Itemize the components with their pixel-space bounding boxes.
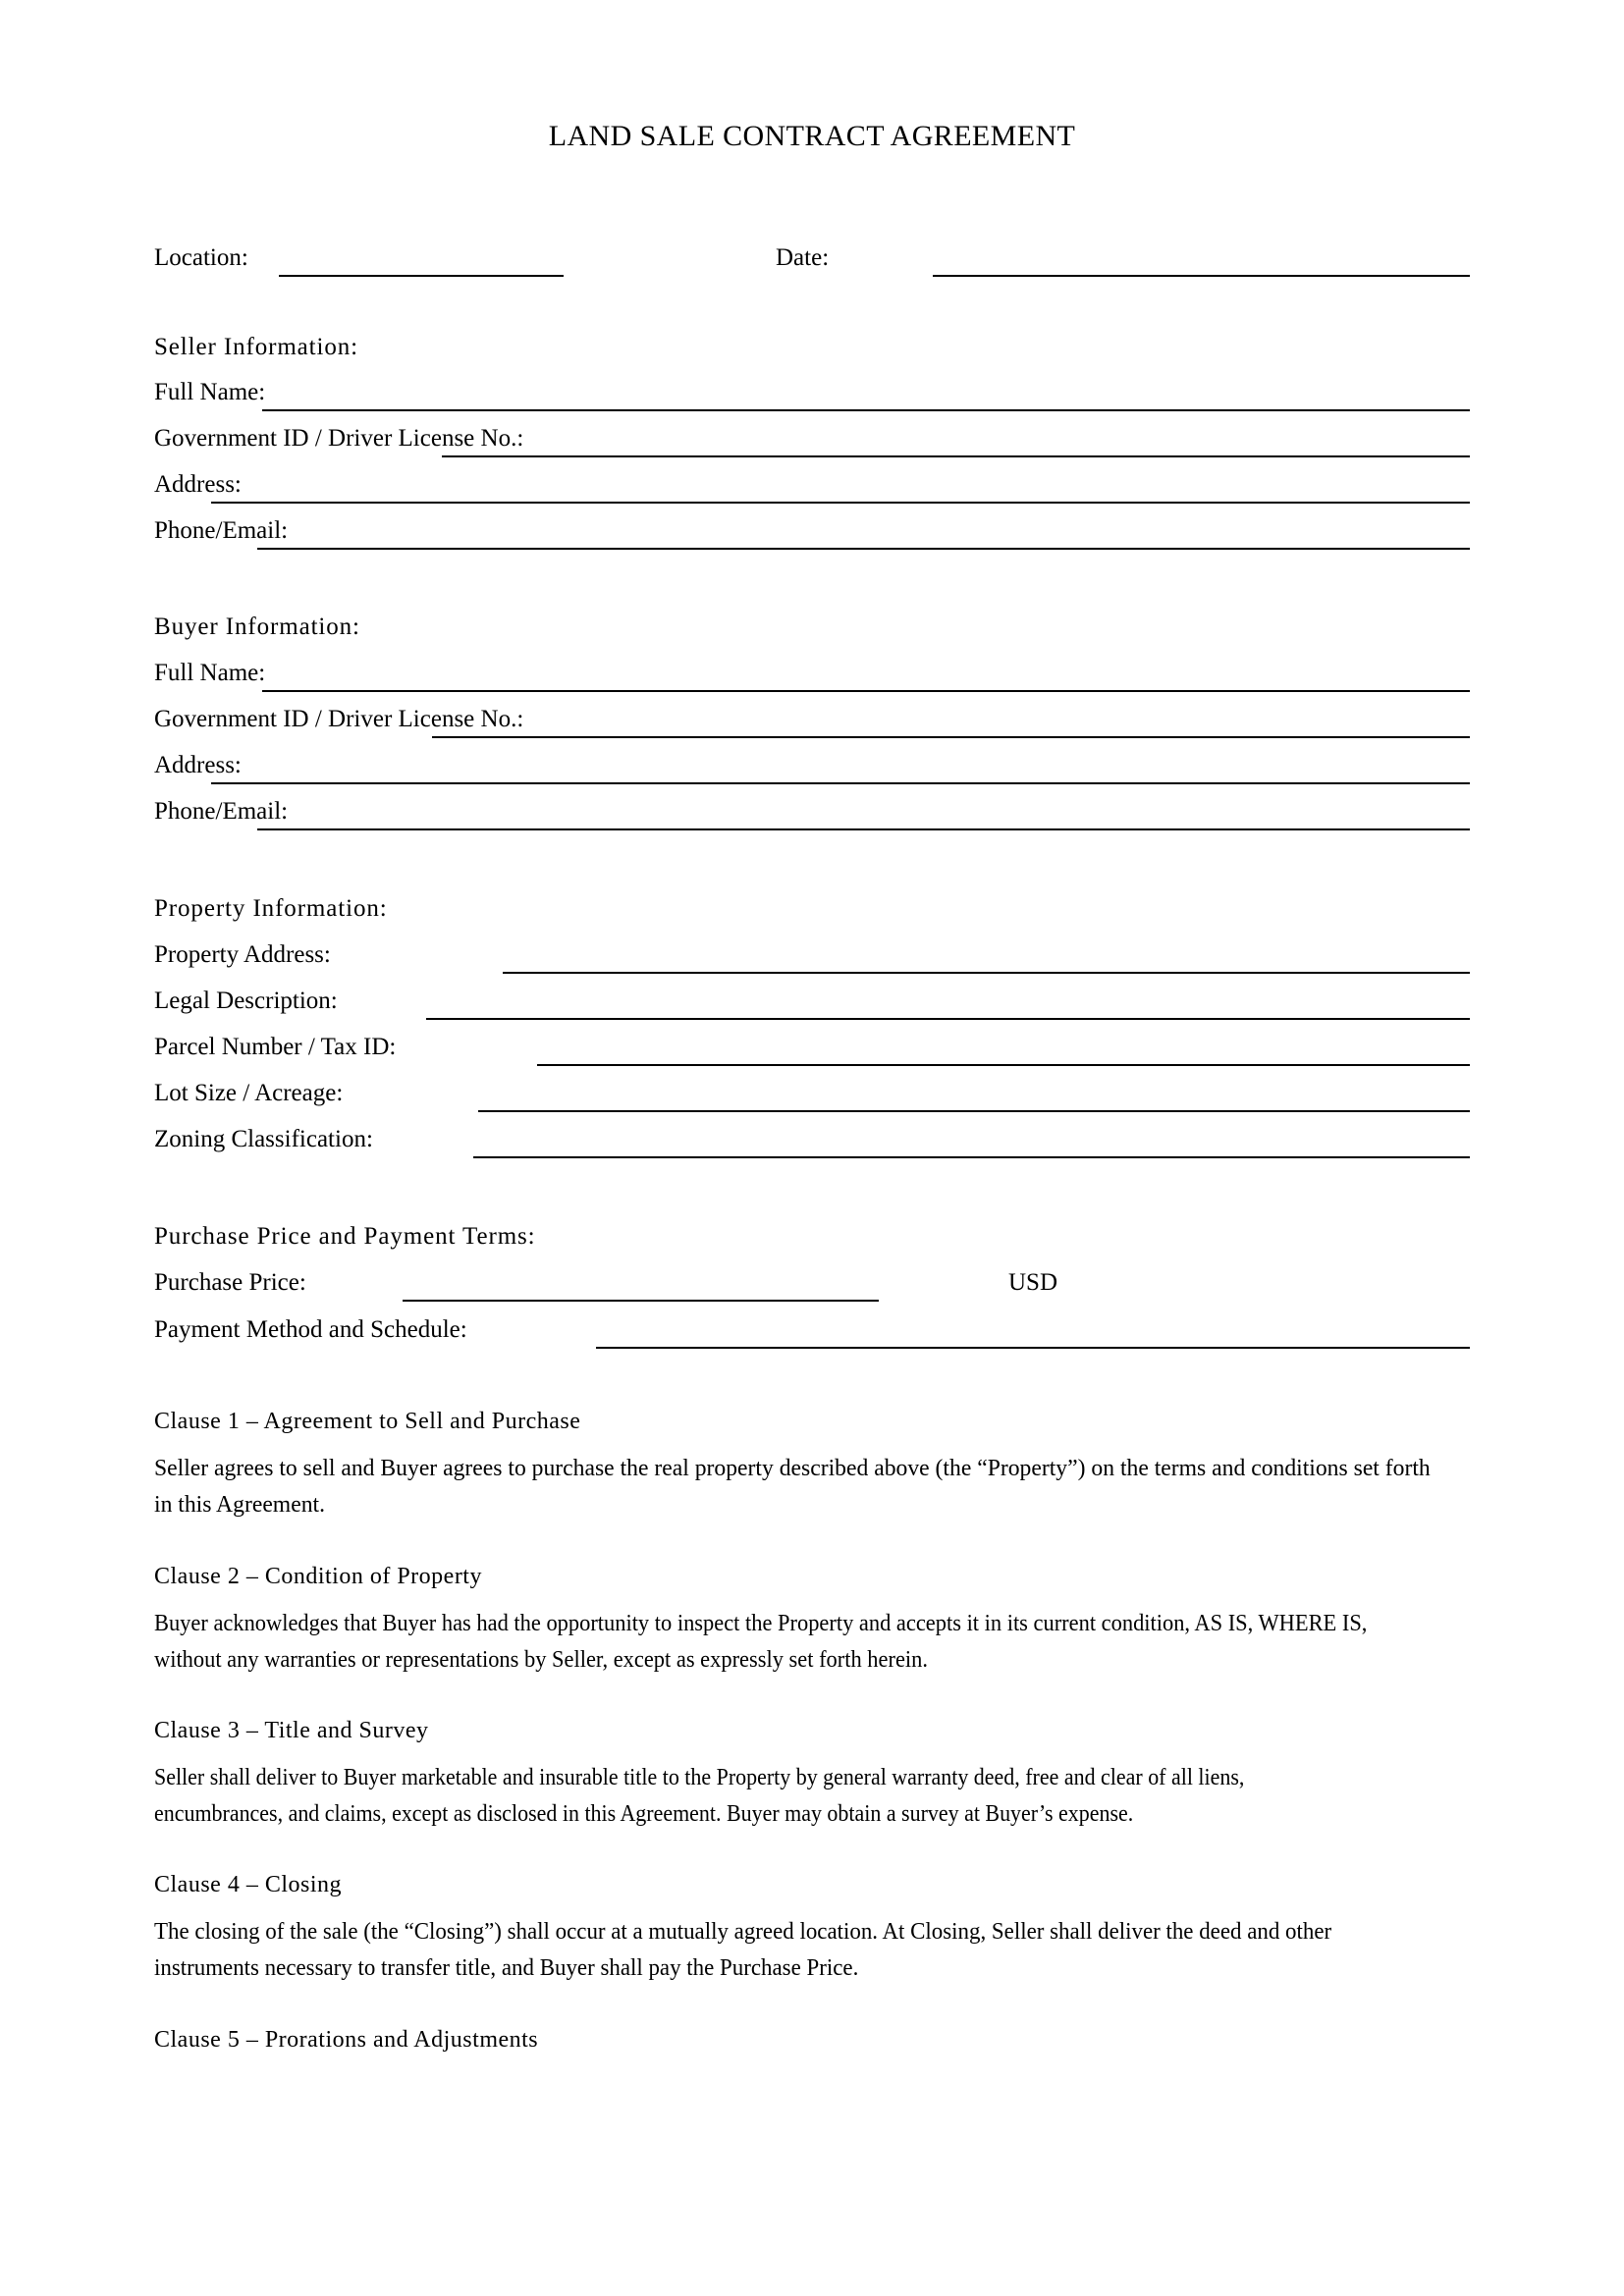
buyer-address-row — [154, 751, 1470, 780]
legal-description-label: Legal Description: — [154, 988, 338, 1014]
seller-phone-email-row — [154, 516, 1470, 546]
page-title: LAND SALE CONTRACT AGREEMENT — [548, 120, 1076, 152]
buyer-phone-email-input-rule[interactable] — [257, 828, 1470, 830]
seller-information-heading: Seller Information: — [154, 334, 359, 360]
payment-method-label: Payment Method and Schedule: — [154, 1316, 467, 1343]
clause-4-body: The closing of the sale (the “Closing”) shall occur at a mutually agreed location. At Closing, Seller shall deliver the deed and other instruments necessary to transfer title, and Buyer shall pay the Purchase Price. — [154, 1919, 1332, 1981]
seller-full-name-row — [154, 378, 1470, 407]
buyer-information-heading: Buyer Information: — [154, 614, 360, 640]
zoning-classification-row — [154, 1125, 1470, 1154]
seller-phone-email-input-rule[interactable] — [257, 548, 1470, 550]
date-input-rule[interactable] — [933, 275, 1470, 277]
seller-full-name-label: Full Name: — [154, 379, 266, 405]
buyer-gov-id-input-rule[interactable] — [432, 736, 1470, 738]
currency-label: USD — [1008, 1269, 1058, 1296]
seller-gov-id-label: Government ID / Driver License No.: — [154, 425, 524, 452]
seller-address-input-rule[interactable] — [211, 502, 1470, 504]
buyer-address-input-rule[interactable] — [211, 782, 1470, 784]
lot-size-input-rule[interactable] — [478, 1110, 1470, 1112]
purchase-price-input-rule[interactable] — [403, 1300, 879, 1302]
purchase-price-terms-heading: Purchase Price and Payment Terms: — [154, 1223, 536, 1250]
legal-description-input-rule[interactable] — [426, 1018, 1470, 1020]
seller-phone-email-label: Phone/Email: — [154, 517, 289, 544]
buyer-address-label: Address: — [154, 752, 242, 778]
parcel-number-row — [154, 1033, 1470, 1062]
lot-size-label: Lot Size / Acreage: — [154, 1080, 344, 1106]
seller-address-row — [154, 470, 1470, 500]
payment-method-input-rule[interactable] — [596, 1347, 1470, 1349]
buyer-phone-email-label: Phone/Email: — [154, 798, 289, 825]
zoning-classification-label: Zoning Classification: — [154, 1126, 373, 1152]
seller-gov-id-input-rule[interactable] — [442, 455, 1470, 457]
buyer-gov-id-label: Government ID / Driver License No.: — [154, 706, 524, 732]
property-address-label: Property Address: — [154, 941, 331, 968]
clause-3-body: Seller shall deliver to Buyer marketable and insurable title to the Property by general warranty deed, free and clear of all liens, encumbrances, and claims, except as disclosed in this Agreement. Buyer may obtain a survey at Buyer’s expense. — [154, 1765, 1245, 1827]
clause-2-heading: Clause 2 – Condition of Property — [154, 1564, 482, 1589]
seller-gov-id-row — [154, 424, 1470, 454]
buyer-full-name-input-rule[interactable] — [262, 690, 1470, 692]
parcel-number-label: Parcel Number / Tax ID: — [154, 1034, 397, 1060]
clause-4-heading: Clause 4 – Closing — [154, 1872, 343, 1897]
purchase-price-row — [154, 1268, 1470, 1298]
property-address-row — [154, 940, 1470, 970]
clause-1-body: Seller agrees to sell and Buyer agrees to purchase the real property described above (the “Property”) on the terms and conditions set forth in this Agreement. — [154, 1456, 1431, 1518]
payment-method-row — [154, 1315, 1470, 1345]
property-information-heading: Property Information: — [154, 895, 388, 922]
buyer-phone-email-row — [154, 797, 1470, 827]
date-label: Date: — [776, 244, 830, 271]
location-input-rule[interactable] — [279, 275, 564, 277]
seller-address-label: Address: — [154, 471, 242, 498]
clause-3-heading: Clause 3 – Title and Survey — [154, 1718, 429, 1743]
property-address-input-rule[interactable] — [503, 972, 1470, 974]
buyer-full-name-row — [154, 659, 1470, 688]
clause-5-heading: Clause 5 – Prorations and Adjustments — [154, 2027, 539, 2053]
date-field-row — [776, 243, 1473, 273]
clause-1-heading: Clause 1 – Agreement to Sell and Purchase — [154, 1409, 581, 1434]
zoning-classification-input-rule[interactable] — [473, 1156, 1470, 1158]
buyer-full-name-label: Full Name: — [154, 660, 266, 686]
lot-size-row — [154, 1079, 1470, 1108]
purchase-price-label: Purchase Price: — [154, 1269, 306, 1296]
clause-2-body: Buyer acknowledges that Buyer has had the opportunity to inspect the Property and accepts it in its current condition, AS IS, WHERE IS, without any warranties or representations by Seller, except as expressly set forth herein. — [154, 1611, 1368, 1673]
buyer-gov-id-row — [154, 705, 1470, 734]
legal-description-row — [154, 987, 1470, 1016]
location-label: Location: — [154, 244, 248, 271]
parcel-number-input-rule[interactable] — [537, 1064, 1470, 1066]
seller-full-name-input-rule[interactable] — [262, 409, 1470, 411]
